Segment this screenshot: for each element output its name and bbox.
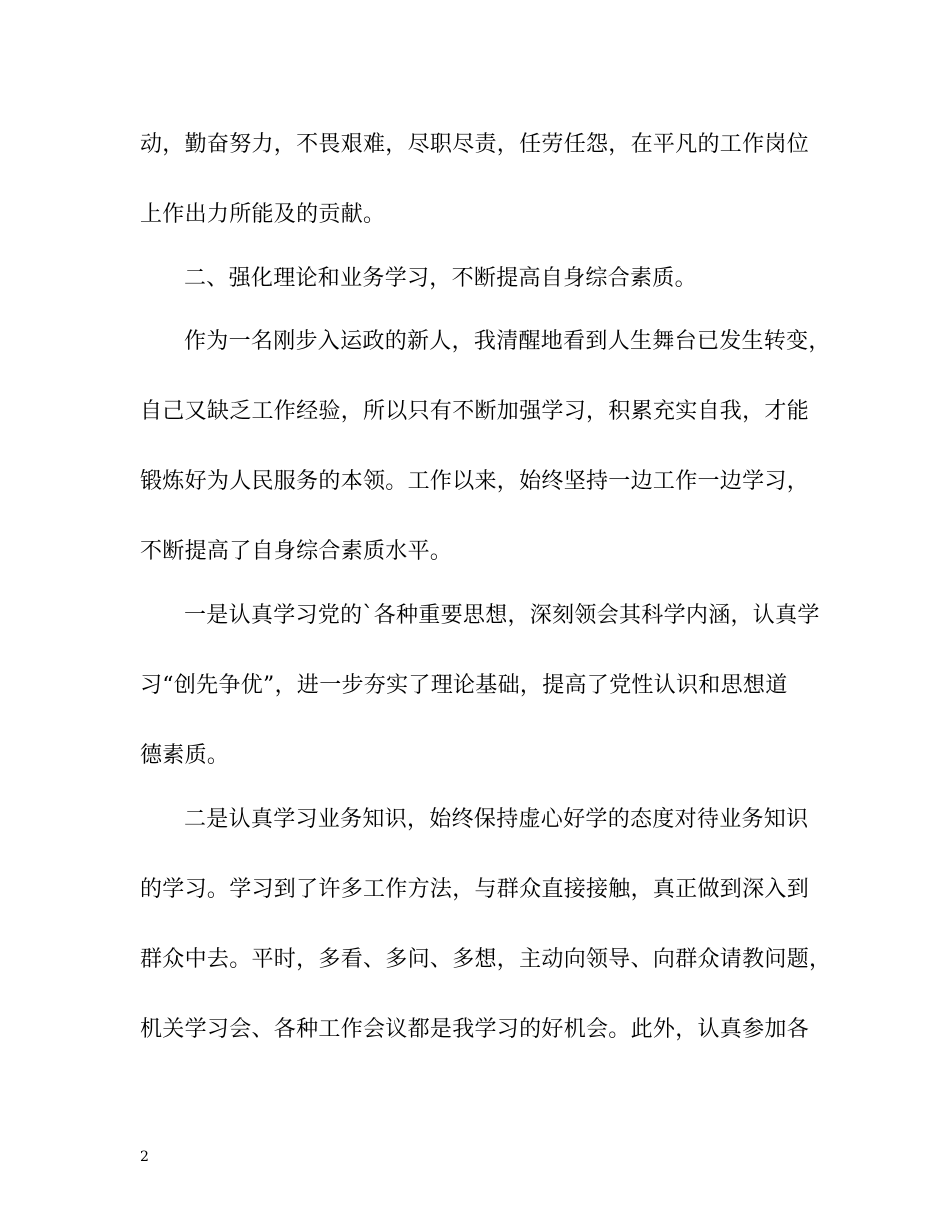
text-line: 习“创先争优”，进一步夯实了理论基础，提高了党性认识和思想道 [140, 673, 788, 698]
text-line: 不断提高了自身综合素质水平。 [140, 539, 453, 564]
text-line: 一是认真学习党的`各种重要思想，深刻领会其科学内涵，认真学 [184, 603, 820, 628]
text-line: 机关学习会、各种工作会议都是我学习的好机会。此外，认真参加各 [140, 1017, 810, 1042]
text-line: 群众中去。平时，多看、多问、多想，主动向领导、向群众请教问题， [140, 947, 832, 972]
section-heading: 二、强化理论和业务学习，不断提高自身综合素质。 [184, 266, 697, 291]
text-line: 动，勤奋努力，不畏艰难，尽职尽责，任劳任怨，在平凡的工作岗位 [140, 132, 810, 157]
text-line: 二是认真学习业务知识，始终保持虚心好学的态度对待业务知识 [184, 807, 809, 832]
text-line: 作为一名刚步入运政的新人，我清醒地看到人生舞台已发生转变， [184, 329, 831, 354]
page-number: 2 [140, 1149, 149, 1165]
text-line: 锻炼好为人民服务的本领。工作以来，始终坚持一边工作一边学习， [140, 469, 810, 494]
text-line: 德素质。 [140, 743, 230, 768]
text-line: 自己又缺乏工作经验，所以只有不断加强学习，积累充实自我，才能 [140, 399, 810, 424]
text-line: 的学习。学习到了许多工作方法，与群众直接接触，真正做到深入到 [140, 877, 810, 902]
text-line: 上作出力所能及的贡献。 [140, 202, 386, 227]
